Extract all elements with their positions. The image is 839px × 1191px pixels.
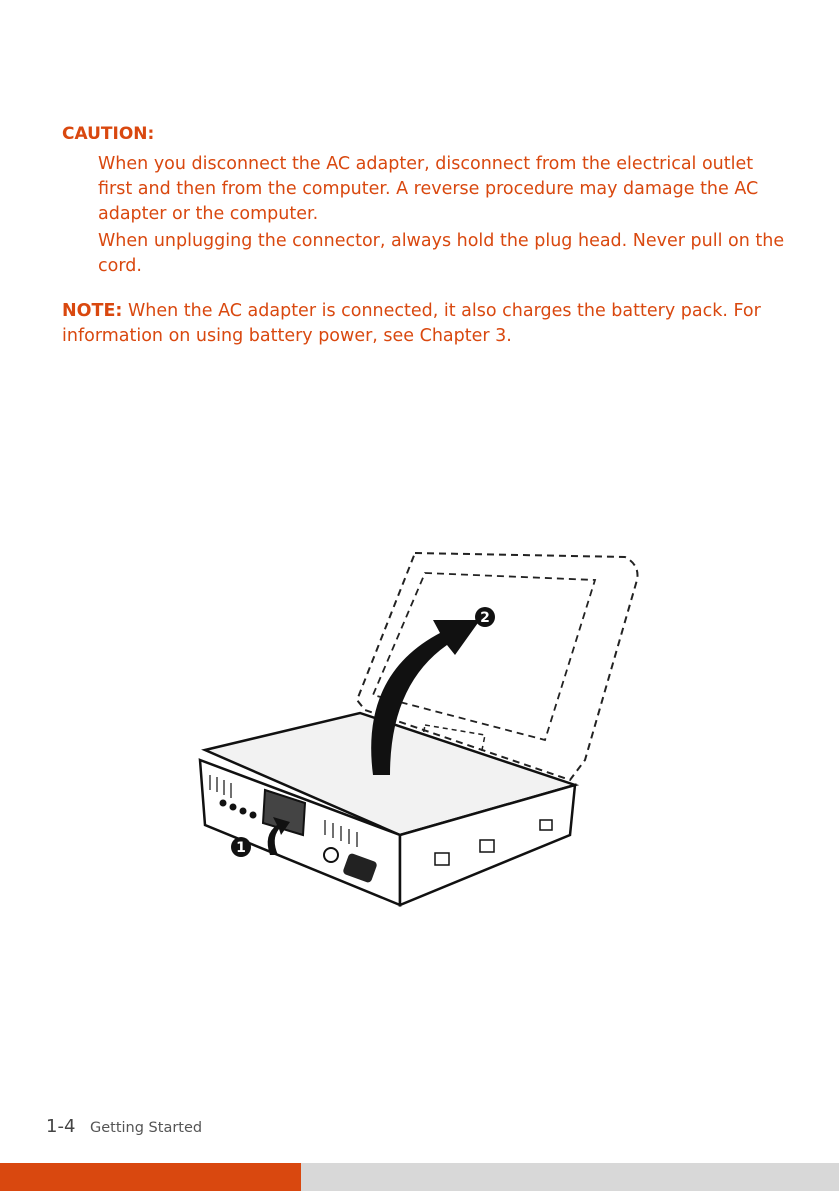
caution-paragraph-2: When unplugging the connector, always hold the plug head. Never pull on the cord. bbox=[98, 231, 785, 276]
note-paragraph bbox=[62, 299, 802, 349]
caution-paragraph-1: When you disconnect the AC adapter, disconnect from the electrical outlet first and then from the computer. A reverse procedure may damage the AC adapter or the computer. bbox=[98, 154, 759, 224]
footer-bar-gray bbox=[301, 1163, 839, 1191]
note-label: NOTE: bbox=[62, 301, 123, 321]
lid-screen-dashed bbox=[373, 573, 595, 740]
laptop-open-illustration bbox=[185, 535, 655, 925]
step-number-1: 1 bbox=[236, 840, 246, 856]
footer-bar-accent bbox=[0, 1163, 301, 1191]
power-button bbox=[324, 848, 338, 862]
step-number-2: 2 bbox=[480, 610, 490, 626]
note-text: When the AC adapter is connected, it also charges the battery pack. For information on using battery power, see Chapter 3. bbox=[62, 301, 761, 346]
caution-title: CAUTION: bbox=[62, 124, 155, 144]
section-title: Getting Started bbox=[90, 1120, 203, 1136]
page-number: 1-4 bbox=[46, 1116, 76, 1137]
